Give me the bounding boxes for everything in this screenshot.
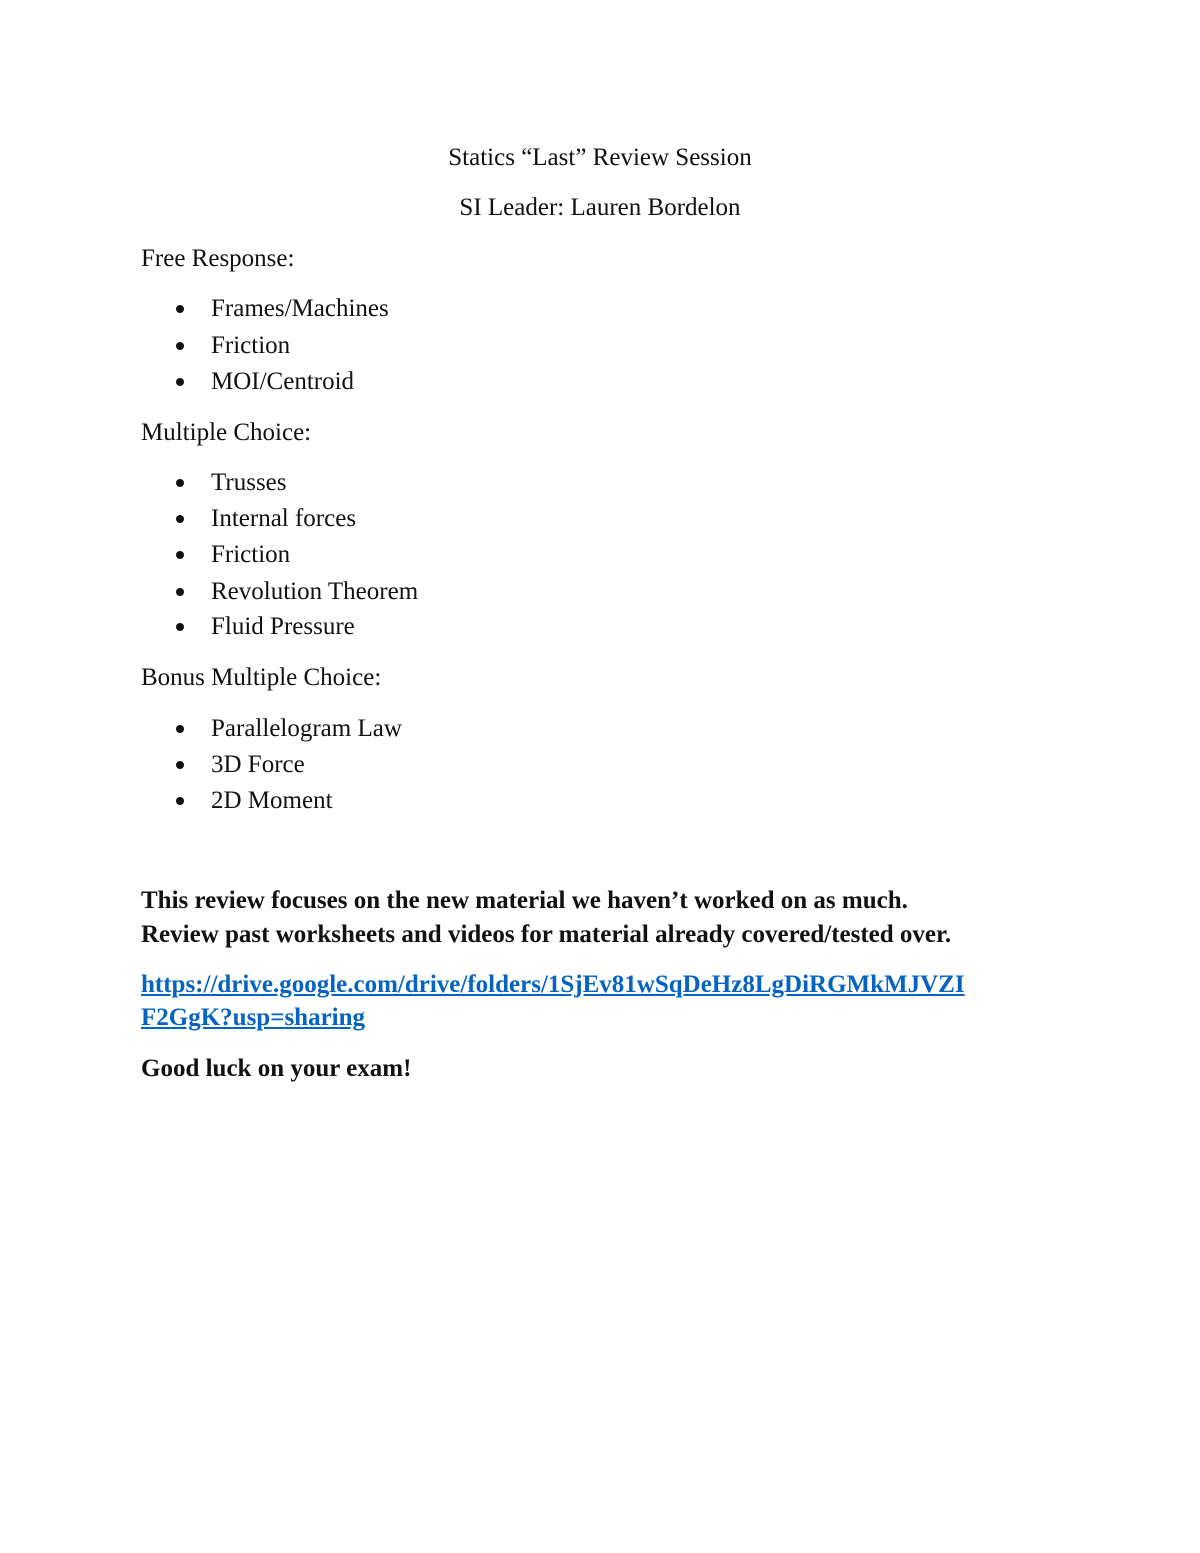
list-item-label: 3D Force: [211, 751, 305, 778]
list-item-label: Frames/Machines: [211, 295, 389, 322]
list-item-label: Revolution Theorem: [211, 578, 419, 605]
bullet-icon: [176, 725, 184, 733]
bullet-icon: [176, 479, 184, 487]
list-item-label: Internal forces: [211, 505, 357, 532]
list-item-label: Friction: [211, 541, 291, 568]
document-title: Statics “Last” Review Session: [448, 144, 752, 171]
bullet-icon: [176, 305, 184, 313]
list-item-label: 2D Moment: [211, 787, 333, 814]
bullet-icon: [176, 342, 184, 350]
review-note-line-2: Review past worksheets and videos for material already covered/tested over.: [141, 921, 952, 948]
list-item-label: MOI/Centroid: [211, 368, 355, 395]
list-item-label: Parallelogram Law: [211, 715, 402, 742]
section-heading-multiple-choice: Multiple Choice:: [141, 419, 312, 446]
section-heading-bonus-multiple-choice: Bonus Multiple Choice:: [141, 664, 382, 691]
bullet-icon: [176, 551, 184, 559]
list-item-label: Fluid Pressure: [211, 613, 355, 640]
bullet-icon: [176, 588, 184, 596]
bullet-icon: [176, 378, 184, 386]
bullet-icon: [176, 515, 184, 523]
closing-line: Good luck on your exam!: [141, 1055, 412, 1082]
review-note-line-1: This review focuses on the new material we haven’t worked on as much.: [141, 887, 908, 914]
bullet-icon: [176, 797, 184, 805]
drive-link-line-2[interactable]: F2GgK?usp=sharing: [141, 1004, 366, 1031]
drive-link-line-1[interactable]: https://drive.google.com/drive/folders/1SjEv81wSqDeHz8LgDiRGMkMJVZI: [141, 971, 965, 998]
si-leader-line: SI Leader: Lauren Bordelon: [459, 194, 741, 221]
list-item-label: Trusses: [211, 469, 287, 496]
bullet-icon: [176, 761, 184, 769]
section-heading-free-response: Free Response:: [141, 245, 295, 272]
bullet-icon: [176, 623, 184, 631]
list-item-label: Friction: [211, 332, 291, 359]
